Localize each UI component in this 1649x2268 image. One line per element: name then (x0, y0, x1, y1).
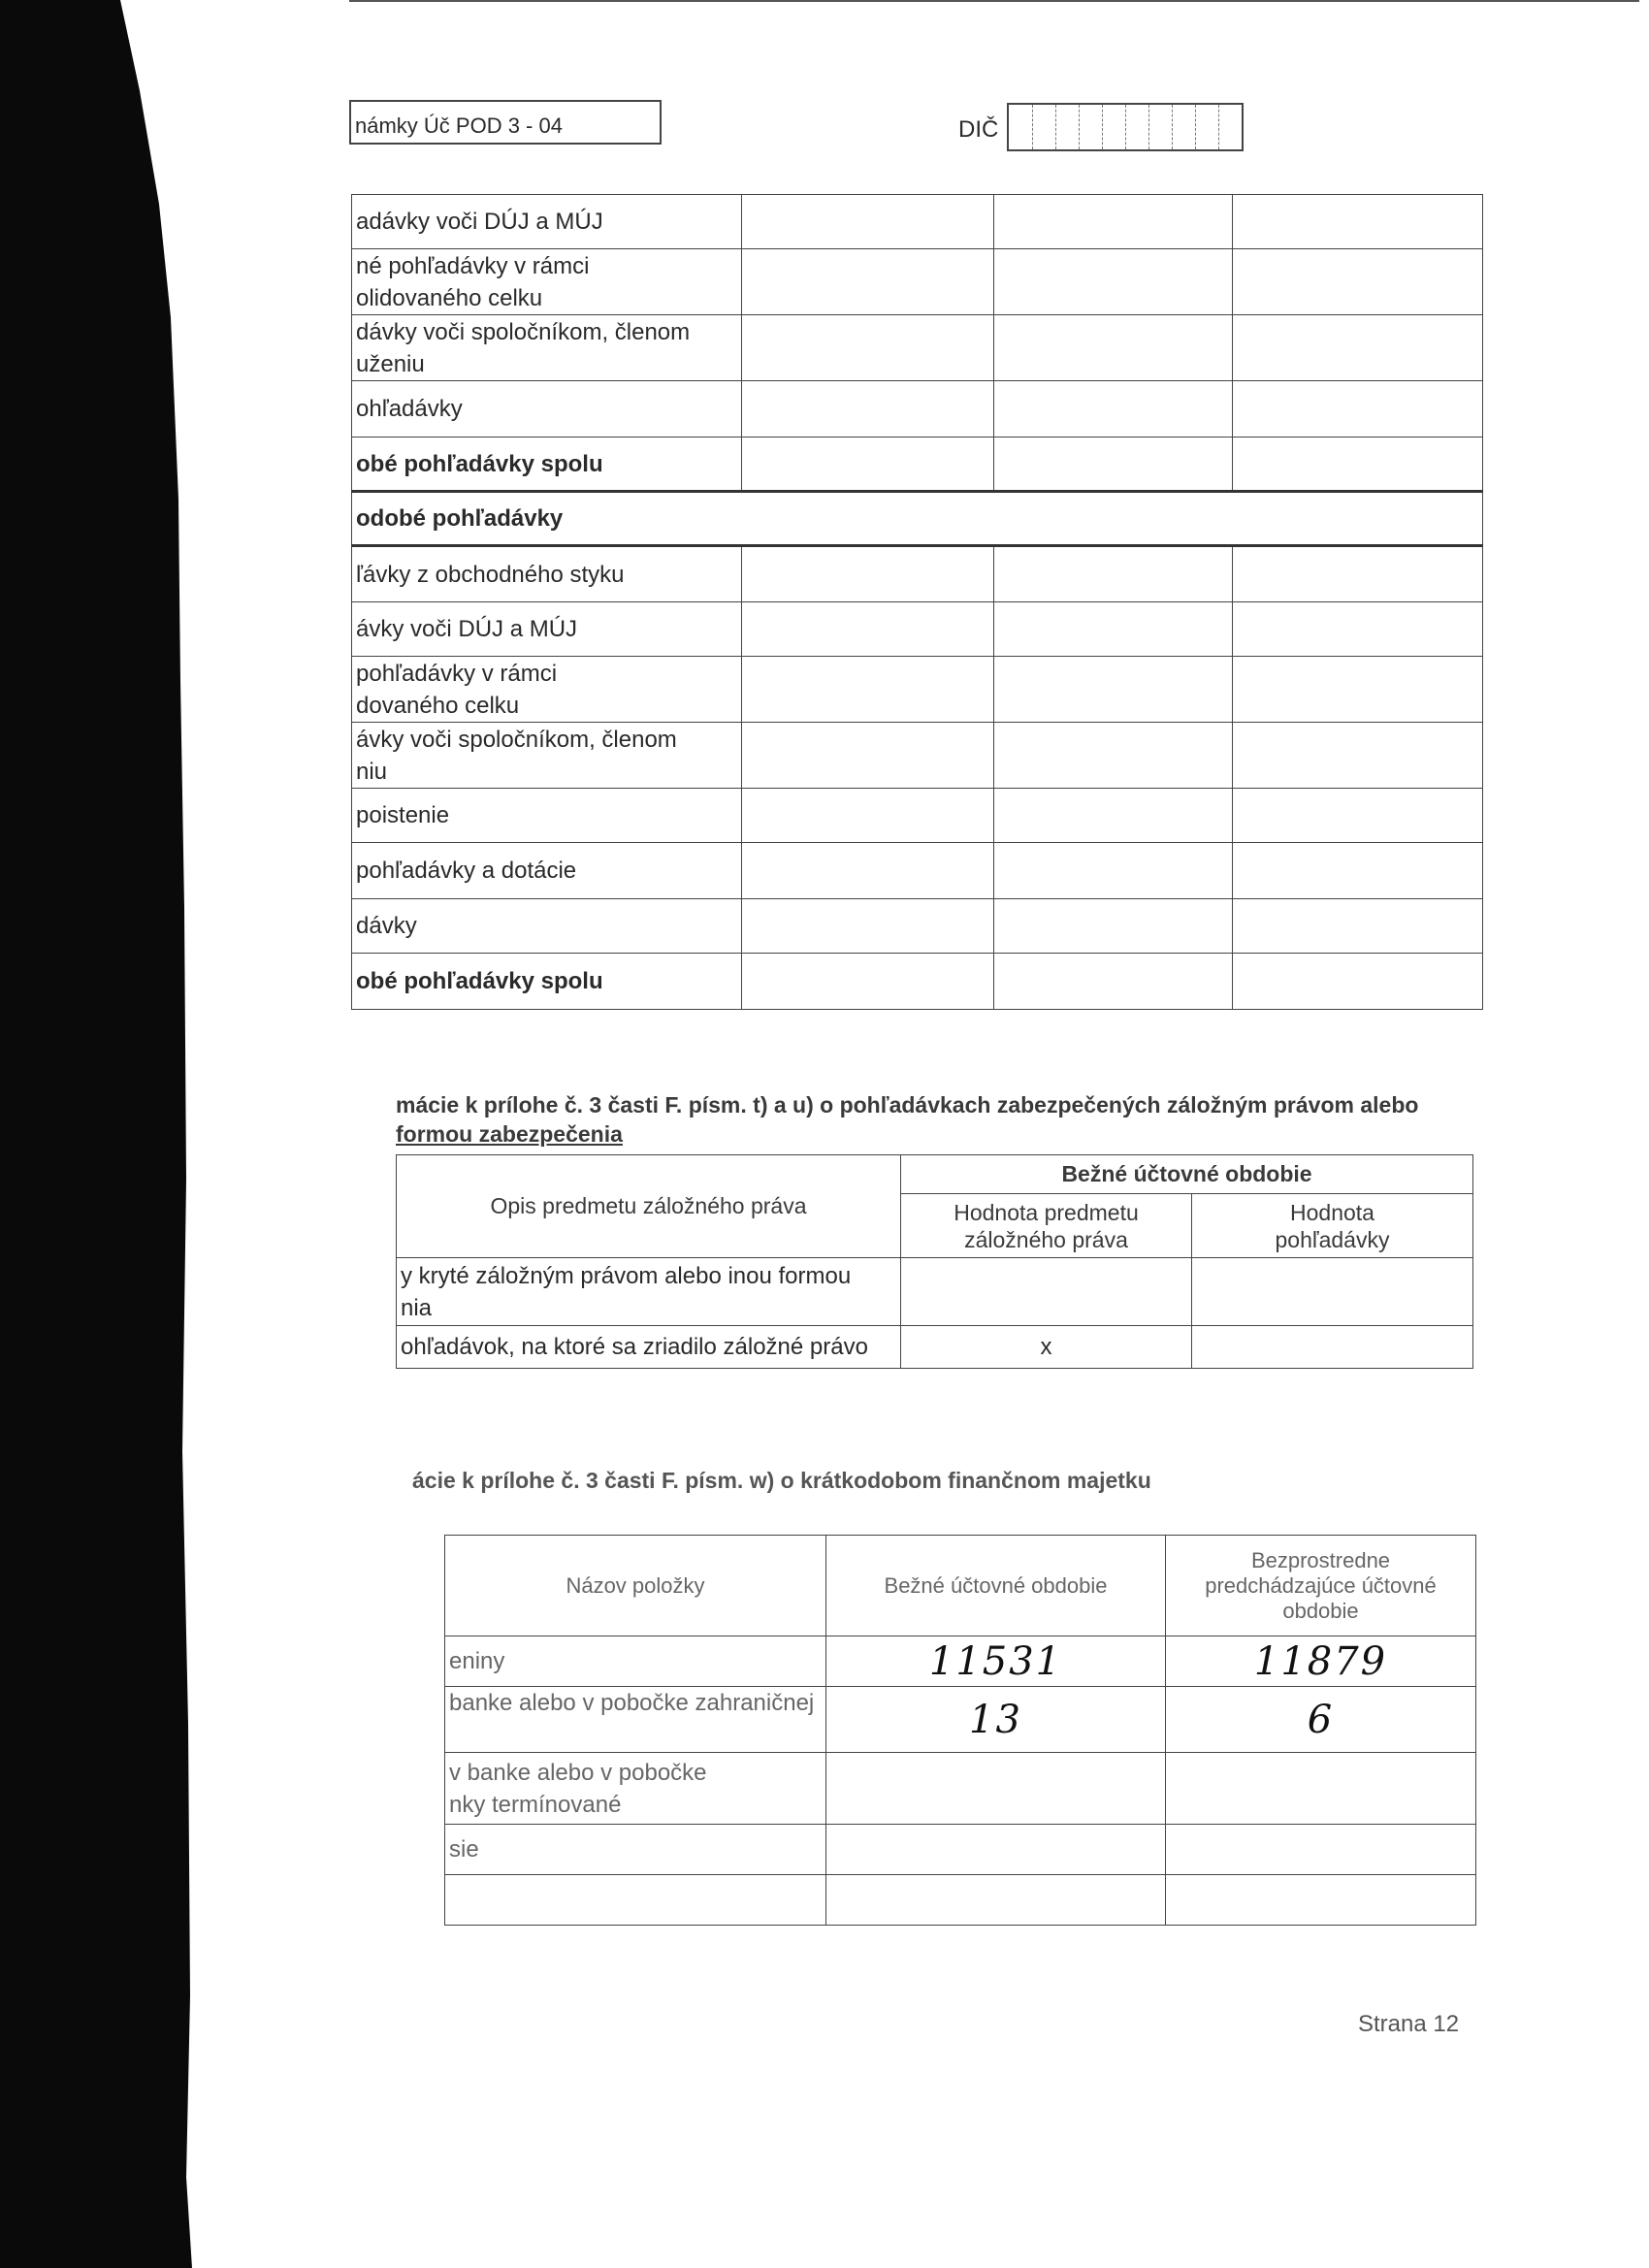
table-row (352, 602, 1483, 657)
table-row (352, 899, 1483, 954)
pledge-value-header: Hodnota predmetu záložného práva (901, 1194, 1192, 1258)
table-row (352, 381, 1483, 437)
current-value: 13 (826, 1687, 1166, 1753)
previous-value: 6 (1166, 1687, 1476, 1753)
section-row (352, 492, 1483, 546)
current-period-header: Bežné účtovné obdobie (826, 1536, 1166, 1636)
table-row (352, 723, 1483, 789)
table-row (445, 1875, 1476, 1926)
table-row (352, 789, 1483, 843)
row-label: dávky voči spoločníkom, členom uženiu (352, 315, 742, 381)
row-label: eniny (445, 1636, 826, 1687)
row-label: ávky voči DÚJ a MÚJ (352, 602, 742, 657)
table-row (352, 954, 1483, 1010)
table-row (352, 437, 1483, 492)
cell: x (901, 1326, 1192, 1369)
table-row (445, 1825, 1476, 1875)
row-label: v banke alebo v pobočke nky termínované (445, 1753, 826, 1825)
row-label: ohľadávok, na ktoré sa zriadilo záložné právo (397, 1326, 901, 1369)
table-row (352, 249, 1483, 315)
table-row (352, 195, 1483, 249)
page-number: Strana 12 (1358, 2011, 1460, 2037)
current-value (826, 1875, 1166, 1926)
row-label: adávky voči DÚJ a MÚJ (352, 195, 742, 249)
form-code: námky Úč POD 3 - 04 (355, 113, 563, 138)
table-row (352, 843, 1483, 899)
previous-value (1166, 1825, 1476, 1875)
form-code-box (349, 100, 662, 145)
cell (1192, 1326, 1473, 1369)
top-rule (349, 0, 1639, 2)
section-label: odobé pohľadávky (352, 492, 1483, 546)
row-label-total: obé pohľadávky spolu (352, 954, 742, 1010)
table-row (352, 546, 1483, 602)
pledge-desc-header: Opis predmetu záložného práva (397, 1155, 901, 1258)
row-label: ľávky z obchodného styku (352, 546, 742, 602)
previous-value (1166, 1875, 1476, 1926)
section2-title-line1: mácie k prílohe č. 3 časti F. písm. t) a u) o pohľadávkach zabezpečených záložným právom alebo (396, 1092, 1419, 1118)
dic-boxes (1007, 103, 1244, 151)
financial-assets-table (444, 1535, 1476, 1926)
receivables-table (351, 194, 1483, 1010)
row-label: y kryté záložným právom alebo inou formou nia (397, 1258, 901, 1326)
cell (901, 1258, 1192, 1326)
previous-period-header: Bezprostredne predchádzajúce účtovné obdobie (1166, 1536, 1476, 1636)
table-row (397, 1326, 1473, 1369)
pledge-period-header: Bežné účtovné obdobie (901, 1155, 1473, 1194)
pledge-table (396, 1154, 1473, 1369)
row-label: pohľadávky v rámci dovaného celku (352, 657, 742, 723)
current-value: 11531 (826, 1636, 1166, 1687)
table-row (352, 657, 1483, 723)
cell (1192, 1258, 1473, 1326)
previous-value: 11879 (1166, 1636, 1476, 1687)
item-header: Názov položky (445, 1536, 826, 1636)
table-row (445, 1753, 1476, 1825)
current-value (826, 1825, 1166, 1875)
previous-value (1166, 1753, 1476, 1825)
section2-title-line2: formou zabezpečenia (396, 1121, 623, 1147)
row-label: ávky voči spoločníkom, členom niu (352, 723, 742, 789)
table-row (397, 1258, 1473, 1326)
current-value (826, 1753, 1166, 1825)
row-label: pohľadávky a dotácie (352, 843, 742, 899)
table-row (445, 1636, 1476, 1687)
table-row (445, 1687, 1476, 1753)
row-label: poistenie (352, 789, 742, 843)
row-label: né pohľadávky v rámci olidovaného celku (352, 249, 742, 315)
row-label: sie (445, 1825, 826, 1875)
receivable-value-header: Hodnota pohľadávky (1192, 1194, 1473, 1258)
row-label (445, 1875, 826, 1926)
row-label-total: obé pohľadávky spolu (352, 437, 742, 492)
row-label: dávky (352, 899, 742, 954)
dic-label: DIČ (958, 116, 999, 143)
section3-title: ácie k prílohe č. 3 časti F. písm. w) o krátkodobom finančnom majetku (412, 1468, 1151, 1493)
section2-title (396, 1090, 1472, 1149)
row-label: ohľadávky (352, 381, 742, 437)
scan-dark-edge (0, 0, 194, 2268)
row-label: banke alebo v pobočke zahraničnej (445, 1687, 826, 1753)
table-row (352, 315, 1483, 381)
